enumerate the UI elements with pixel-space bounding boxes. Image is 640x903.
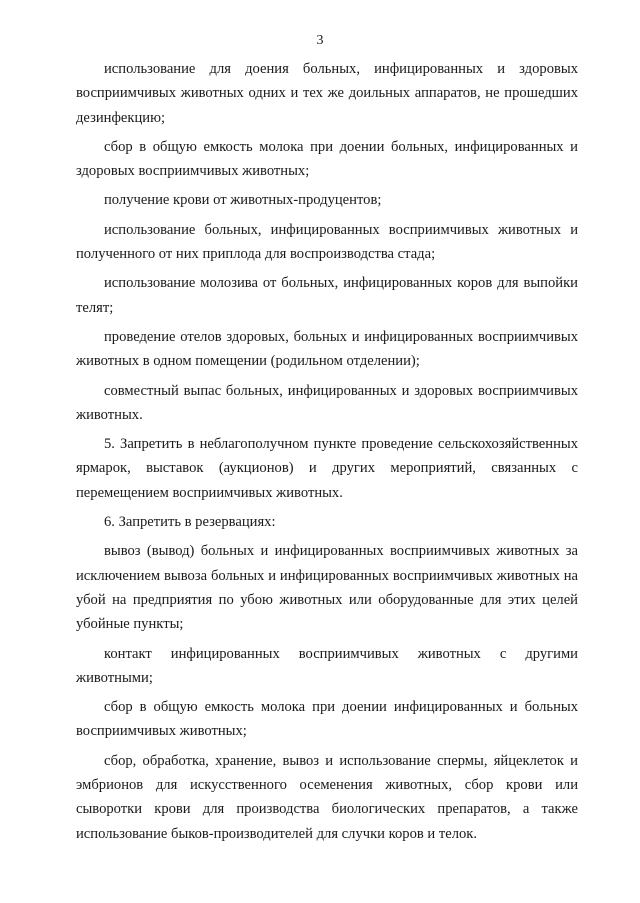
paragraph: сбор в общую емкость молока при доении больных, инфицированных и здоровых восприимчивых животных;: [76, 138, 578, 180]
paragraph: сбор, обработка, хранение, вывоз и использование спермы, яйцеклеток и эмбрионов для искусственного осеменения животных, сбор крови или сыворотки крови для производства биологических препаратов, а также использование быков-производителей для случки коров и телок.: [76, 752, 578, 842]
page-number: 3: [316, 33, 324, 48]
paragraph: получение крови от животных-продуцентов;: [104, 192, 382, 209]
paragraph: проведение отелов здоровых, больных и инфицированных восприимчивых животных в одном помещении (родильном отделении);: [76, 328, 578, 370]
paragraph: вывоз (вывод) больных и инфицированных восприимчивых животных за исключением вывоза больных и инфицированных восприимчивых животных на убой на предприятия по убою животных или оборудованные для этих целей убойные пункты;: [76, 543, 578, 633]
document-body: [76, 57, 578, 851]
paragraph: совместный выпас больных, инфицированных и здоровых восприимчивых животных.: [76, 382, 578, 423]
paragraph: использование молозива от больных, инфицированных коров для выпойки телят;: [76, 275, 578, 316]
paragraph: сбор в общую емкость молока при доении инфицированных и больных восприимчивых животных;: [76, 699, 578, 740]
paragraph: использование больных, инфицированных восприимчивых животных и полученного от них приплода для воспроизводства стада;: [76, 221, 578, 263]
section-5-paragraph: 5. Запретить в неблагополучном пункте проведение сельскохозяйственных ярмарок, выставок (аукционов) и других мероприятий, связанных с перемещением восприимчивых животных.: [76, 436, 578, 501]
paragraph: использование для доения больных, инфицированных и здоровых восприимчивых животных одних и тех же доильных аппаратов, не прошедших дезинфекцию;: [76, 61, 578, 126]
section-6-heading: 6. Запретить в резервациях:: [104, 514, 276, 531]
paragraph: контакт инфицированных восприимчивых животных с другими животными;: [76, 645, 578, 686]
